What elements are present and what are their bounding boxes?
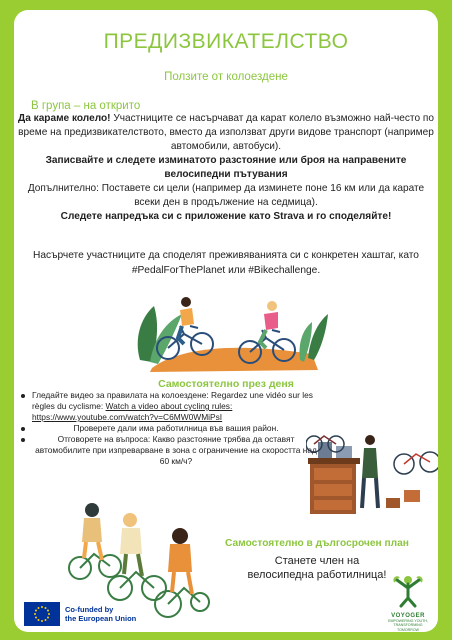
- watch-video-text: Гледайте видео за правилата на колоездене: Regardez une vidéo sur les règles du cyclisme:: [32, 390, 313, 411]
- voyoger-tagline-2: TRANSFORMING: [393, 623, 423, 628]
- hashtag-paragraph: Насърчете участниците да споделят преживяванията си с конкретен хаштаг, като #PedalForThePlanet или #Bikechallenge.: [33, 250, 419, 276]
- bike-workshop-illustration: [306, 428, 438, 518]
- paragraph-track-progress: [18, 210, 434, 224]
- paragraph-ride-bike: [18, 112, 434, 154]
- record-distance-bold: Записвайте и следете изминатото разстояние или броя на направените велосипедни пътувания: [45, 155, 407, 180]
- voyoger-tagline-3: TOMORROW: [396, 627, 420, 632]
- list-item: [20, 390, 320, 423]
- page-subtitle: Ползите от колоездене: [164, 71, 288, 83]
- section-group-outdoor-body: [18, 112, 434, 224]
- video-link[interactable]: Watch a video about cycling rules: https://www.youtube.com/watch?v=C6MW0WMiPsI: [32, 401, 233, 422]
- longterm-line-1: Станете член на: [274, 555, 360, 567]
- eu-line-1: Co-funded by: [65, 604, 114, 614]
- section-heading-daily: Самостоятелно през деня: [158, 378, 294, 390]
- eu-text: [65, 605, 136, 624]
- ride-bike-text: Участниците се насърчават да карат колело възможно най-често по време на предизвикателството, вместо да използват други видове транспорт (например автомобили, автобуси).: [18, 113, 434, 152]
- list-item: [20, 423, 320, 434]
- cyclists-hill-illustration: [132, 288, 332, 374]
- voyoger-name: VOYOGER: [391, 613, 425, 619]
- voyoger-logo: [384, 574, 432, 632]
- eu-line-2: the European Union: [65, 614, 137, 623]
- paragraph-set-goals: Допълнително: Поставете си цели (например да изминете поне 16 км или да карате всеки ден в продължение на седмица).: [27, 183, 425, 208]
- paragraph-record-distance: [18, 154, 434, 182]
- section-heading-group-outdoor: В група – на открито: [31, 100, 141, 112]
- list-item: [20, 434, 320, 467]
- bullet-icon: [21, 394, 25, 398]
- track-progress-bold: Следете напредъка си с приложение като Strava и го споделяйте!: [60, 211, 392, 222]
- longterm-line-2: велосипедна работилница!: [247, 569, 387, 581]
- voyoger-tagline-1: EMPOWERING YOUTH,: [388, 619, 428, 623]
- page-title: ПРЕДИЗВИКАТЕЛСТВО: [103, 30, 349, 53]
- ride-bike-bold: Да караме колело!: [18, 113, 111, 124]
- poster-card: [14, 10, 438, 632]
- bullet-icon: [21, 438, 25, 442]
- eu-cofunded-logo: [24, 602, 136, 626]
- eu-flag-icon: [24, 602, 60, 626]
- bullet-icon: [21, 427, 25, 431]
- workshop-check-text: Проверете дали има работилница във вашия район.: [73, 423, 279, 433]
- section-heading-longterm: Самостоятелно в дългосрочен план: [225, 538, 409, 549]
- daily-task-list: [20, 390, 320, 467]
- voyoger-figure-icon: [391, 574, 425, 608]
- question-text: Отговорете на въпроса: Какво разстояние трябва да оставят автомобилите при изпреварване в зона с ограничение на скоростта над 60 км/ч?: [35, 434, 317, 466]
